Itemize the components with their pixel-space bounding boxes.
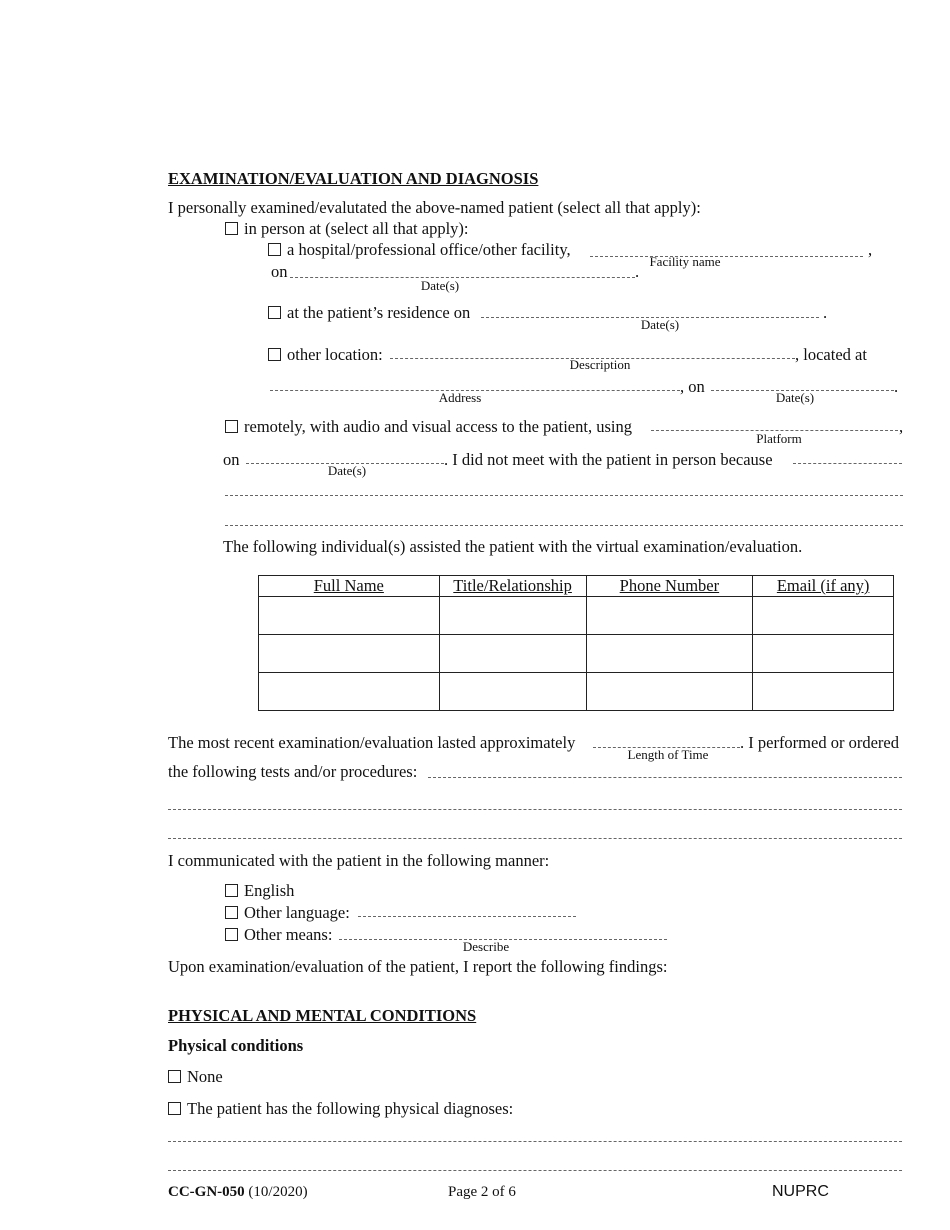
other-location-period: . [894, 377, 899, 396]
footer-page-number: Page 2 of 6 [448, 1184, 516, 1200]
other-language-checkbox[interactable] [225, 906, 238, 919]
other-location-option[interactable]: other location: [268, 345, 383, 365]
header-email: Email (if any) [753, 576, 894, 597]
description-label: Description [569, 357, 631, 372]
english-checkbox[interactable] [225, 884, 238, 897]
footer-form-code [168, 1184, 308, 1201]
diagnoses-field-line-2[interactable] [168, 1170, 902, 1171]
section-heading-examination: EXAMINATION/EVALUATION AND DIAGNOSIS [168, 169, 539, 188]
title-relationship-cell[interactable] [439, 597, 586, 635]
email-cell[interactable] [753, 597, 894, 635]
remote-on-text: on [223, 450, 240, 469]
facility-name-label: Facility name [649, 254, 721, 269]
other-language-field[interactable] [358, 916, 576, 917]
none-option[interactable]: None [168, 1067, 223, 1087]
remotely-checkbox[interactable] [225, 420, 238, 433]
describe-label: Describe [462, 939, 510, 954]
residence-period: . [823, 303, 828, 322]
in-person-option[interactable]: in person at (select all that apply): [225, 219, 469, 239]
hospital-comma: , [868, 240, 873, 259]
header-phone-number: Phone Number [586, 576, 753, 597]
address-on-text: , on [680, 377, 705, 396]
tests-field-line-2[interactable] [168, 809, 902, 810]
tests-field-line-1[interactable] [428, 777, 902, 778]
table-row [259, 597, 894, 635]
none-checkbox[interactable] [168, 1070, 181, 1083]
hospital-on-text: on [271, 262, 288, 281]
exam-intro-text: I personally examined/evalutated the above-named patient (select all that apply): [168, 198, 701, 217]
hospital-dates-label: Date(s) [420, 278, 460, 293]
reason-field-line-1[interactable] [793, 463, 902, 464]
length-of-time-label: Length of Time [627, 747, 709, 762]
located-at-text: , located at [795, 345, 867, 364]
performed-ordered-text: . I performed or ordered [740, 733, 899, 752]
full-name-cell[interactable] [259, 597, 440, 635]
platform-comma: , [899, 417, 904, 436]
findings-intro-text: Upon examination/evaluation of the patient, I report the following findings: [168, 957, 668, 976]
footer-right-text: NUPRC [772, 1183, 829, 1200]
assist-table-header-row [259, 576, 894, 597]
duration-text: The most recent examination/evaluation lasted approximately [168, 733, 576, 752]
assist-table [258, 575, 894, 711]
remote-dates-label: Date(s) [327, 463, 367, 478]
other-location-checkbox[interactable] [268, 348, 281, 361]
remotely-option[interactable]: remotely, with audio and visual access to the patient, using [225, 417, 632, 437]
hospital-option[interactable]: a hospital/professional office/other facility, [268, 240, 571, 260]
table-row [259, 635, 894, 673]
physical-diagnoses-option[interactable]: The patient has the following physical diagnoses: [168, 1099, 513, 1119]
physical-conditions-subheading: Physical conditions [168, 1036, 304, 1055]
full-name-cell[interactable] [259, 635, 440, 673]
form-date: (10/2020) [248, 1184, 308, 1200]
tests-text: the following tests and/or procedures: [168, 762, 418, 781]
form-code: CC-GN-050 [168, 1184, 245, 1200]
platform-label: Platform [756, 431, 802, 446]
phone-number-cell[interactable] [586, 597, 753, 635]
title-relationship-cell[interactable] [439, 673, 586, 711]
physical-diagnoses-checkbox[interactable] [168, 1102, 181, 1115]
table-row [259, 673, 894, 711]
other-language-option[interactable]: Other language: [225, 903, 350, 923]
tests-field-line-3[interactable] [168, 838, 902, 839]
hospital-period: . [635, 262, 640, 281]
title-relationship-cell[interactable] [439, 635, 586, 673]
email-cell[interactable] [753, 673, 894, 711]
residence-checkbox[interactable] [268, 306, 281, 319]
residence-dates-label: Date(s) [640, 317, 680, 332]
in-person-checkbox[interactable] [225, 222, 238, 235]
communication-intro-text: I communicated with the patient in the following manner: [168, 851, 550, 870]
hospital-dates-field[interactable] [290, 277, 635, 278]
hospital-checkbox[interactable] [268, 243, 281, 256]
section-heading-physical-mental: PHYSICAL AND MENTAL CONDITIONS [168, 1006, 477, 1025]
header-full-name: Full Name [259, 576, 440, 597]
full-name-cell[interactable] [259, 673, 440, 711]
assisted-intro-text: The following individual(s) assisted the patient with the virtual examination/evaluation. [223, 537, 803, 556]
address-label: Address [438, 390, 482, 405]
english-option[interactable]: English [225, 881, 294, 901]
other-means-option[interactable]: Other means: [225, 925, 332, 945]
diagnoses-field-line-1[interactable] [168, 1141, 902, 1142]
did-not-meet-text: . I did not meet with the patient in person because [444, 450, 773, 469]
reason-field-line-2[interactable] [225, 495, 903, 496]
phone-number-cell[interactable] [586, 635, 753, 673]
reason-field-line-3[interactable] [225, 525, 903, 526]
header-title-relationship: Title/Relationship [439, 576, 586, 597]
other-means-checkbox[interactable] [225, 928, 238, 941]
other-location-dates-label: Date(s) [775, 390, 815, 405]
email-cell[interactable] [753, 635, 894, 673]
phone-number-cell[interactable] [586, 673, 753, 711]
residence-option[interactable]: at the patient’s residence on [268, 303, 470, 323]
